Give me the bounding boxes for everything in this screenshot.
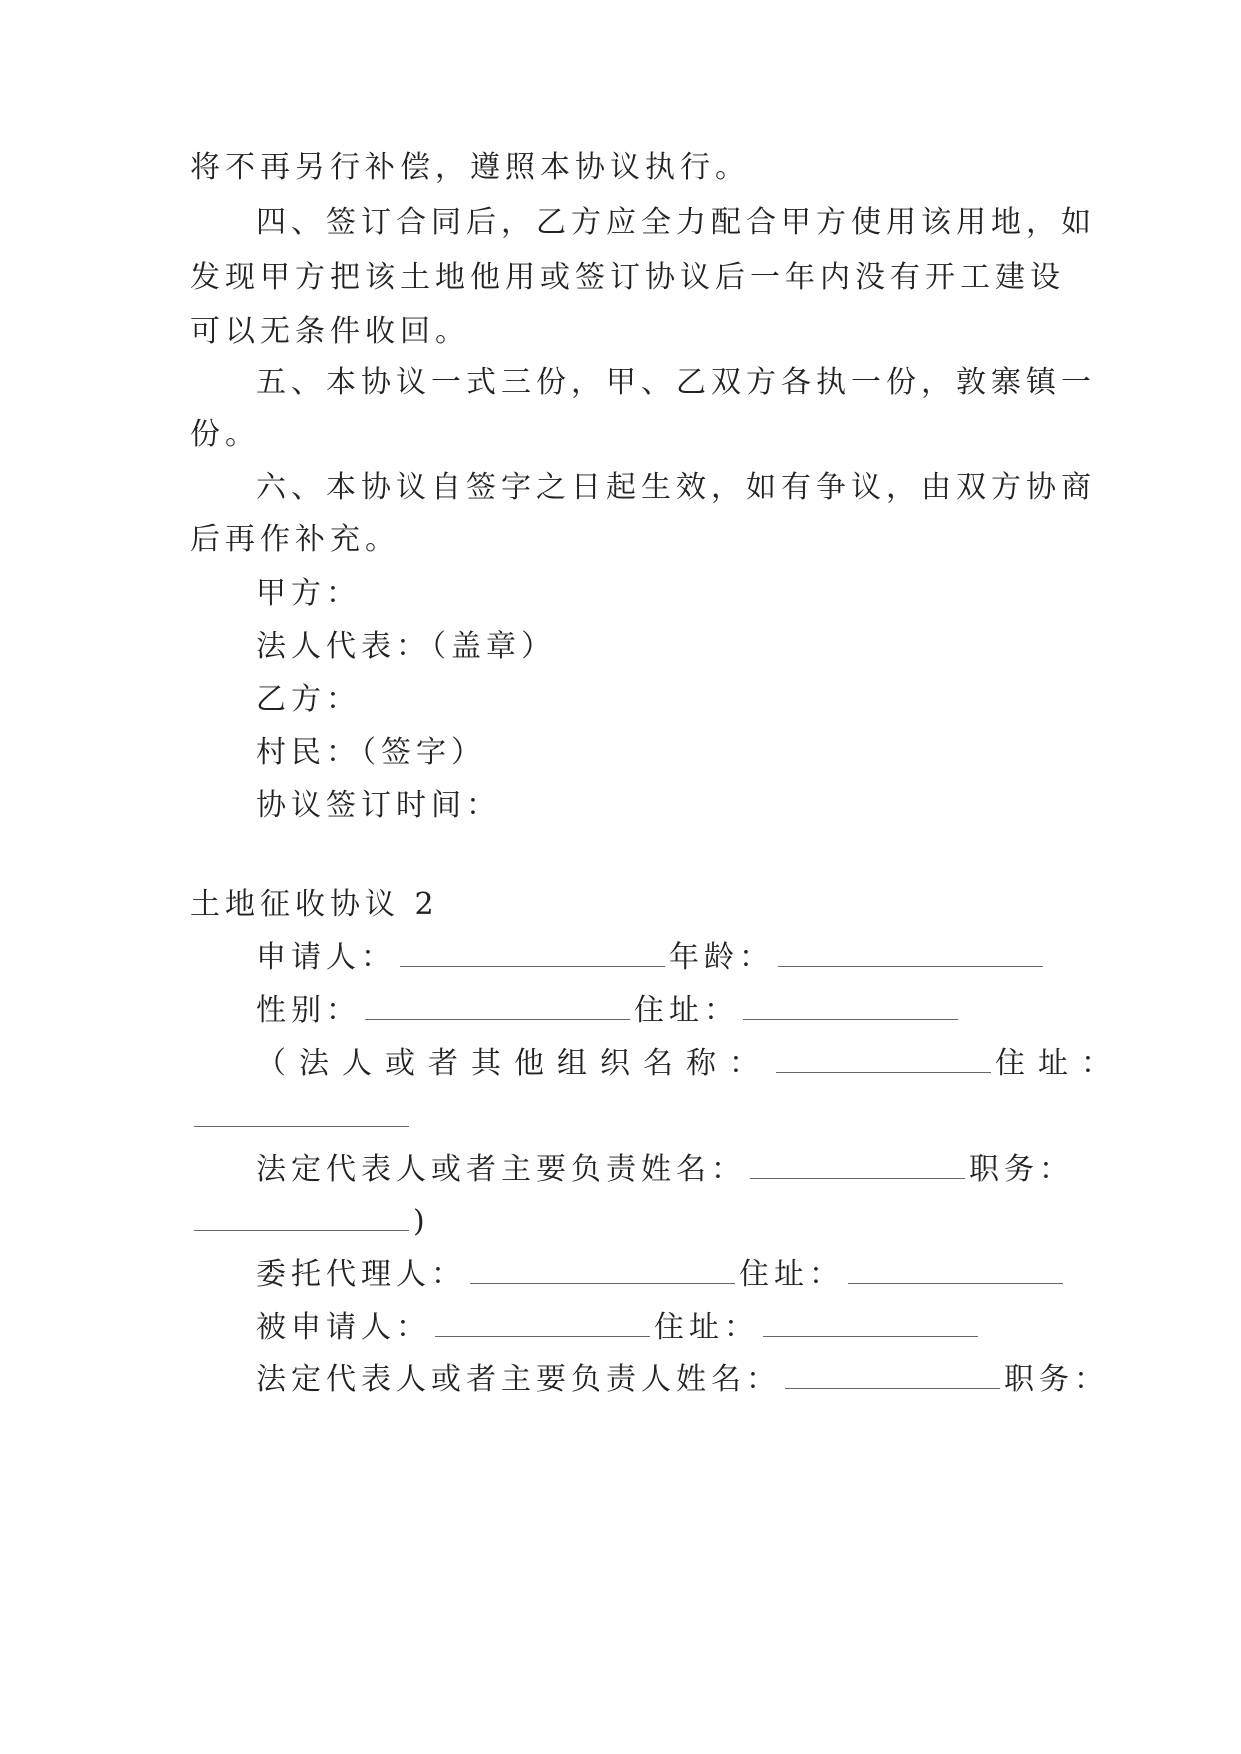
- legal-rep-row: [256, 1150, 1074, 1190]
- paragraph-line: 份。: [190, 417, 260, 452]
- clause-five-line: 五、本协议一式三份，甲、乙双方各执一份，敦寨镇一: [256, 365, 1096, 400]
- section-title: 土地征收协议 2: [190, 887, 439, 922]
- org-name-field[interactable]: [776, 1046, 991, 1073]
- applicant-row: [256, 938, 1047, 978]
- paragraph-line: 后再作补充。: [190, 522, 400, 557]
- close-paren: ): [413, 1204, 430, 1239]
- legal-rep-name-field[interactable]: [750, 1152, 965, 1179]
- age-field[interactable]: [778, 940, 1043, 967]
- respondent-name-field[interactable]: [435, 1310, 650, 1337]
- position-label: 职务：: [969, 1152, 1074, 1187]
- org-address-label: 住址：: [995, 1046, 1124, 1081]
- paragraph-line: 可以无条件收回。: [190, 314, 470, 349]
- agent-address-label: 住址：: [739, 1257, 844, 1292]
- gender-field[interactable]: [365, 993, 630, 1020]
- gender-label: 性别：: [256, 993, 361, 1028]
- respondent-address-field[interactable]: [763, 1310, 978, 1337]
- position-field[interactable]: [194, 1204, 409, 1231]
- paragraph-line: 发现甲方把该土地他用或签订协议后一年内没有开工建设: [190, 260, 1065, 295]
- respondent-rep-row: [256, 1360, 1109, 1400]
- villager-signature-label: 村民：（签字）: [256, 735, 486, 770]
- org-label: （法人或者其他组织名称：: [256, 1046, 772, 1081]
- agent-row: [256, 1255, 1067, 1295]
- org-address-field[interactable]: [194, 1100, 409, 1127]
- clause-four-line: 四、签订合同后，乙方应全力配合甲方使用该用地，如: [256, 205, 1096, 240]
- respondent-label: 被申请人：: [256, 1310, 431, 1345]
- gender-row: [256, 991, 962, 1031]
- paragraph-line: 将不再另行补偿，遵照本协议执行。: [190, 150, 750, 185]
- legal-rep-seal-label: 法人代表：（盖章）: [256, 629, 556, 664]
- party-a-label: 甲方：: [256, 576, 361, 611]
- respondent-address-label: 住址：: [654, 1310, 759, 1345]
- agent-address-field[interactable]: [848, 1257, 1063, 1284]
- agent-name-field[interactable]: [470, 1257, 735, 1284]
- position-row: [190, 1202, 430, 1242]
- org-row: [256, 1044, 1124, 1084]
- agent-label: 委托代理人：: [256, 1257, 466, 1292]
- party-b-label: 乙方：: [256, 682, 361, 717]
- respondent-row: [256, 1308, 982, 1348]
- address-field[interactable]: [743, 993, 958, 1020]
- applicant-label: 申请人：: [256, 940, 396, 975]
- respondent-rep-name-field[interactable]: [785, 1362, 1000, 1389]
- org-address-row: [190, 1098, 413, 1138]
- respondent-rep-label: 法定代表人或者主要负责人姓名：: [256, 1362, 781, 1397]
- age-label: 年龄：: [669, 940, 774, 975]
- address-label: 住址：: [634, 993, 739, 1028]
- signing-date-label: 协议签订时间：: [256, 788, 501, 823]
- clause-six-line: 六、本协议自签字之日起生效，如有争议，由双方协商: [256, 470, 1096, 505]
- respondent-position-label: 职务：: [1004, 1362, 1109, 1397]
- applicant-name-field[interactable]: [400, 940, 665, 967]
- legal-rep-label: 法定代表人或者主要负责姓名：: [256, 1152, 746, 1187]
